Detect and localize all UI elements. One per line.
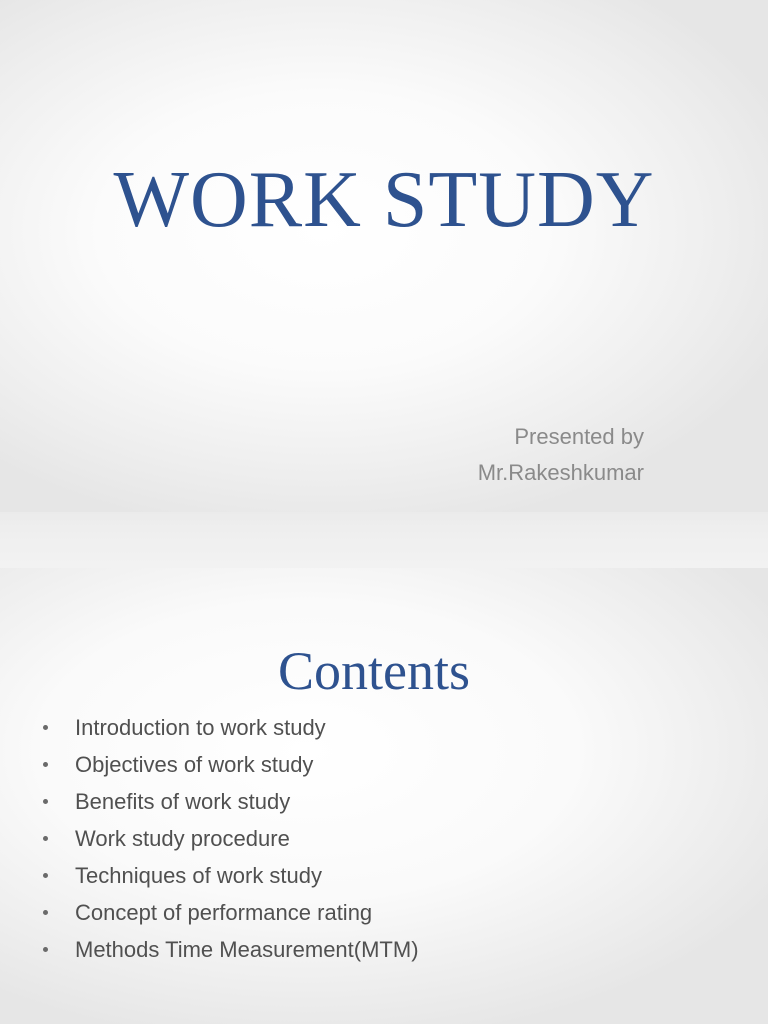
bullet-icon [43,725,48,730]
list-item [40,931,419,968]
list-item-label: Objectives of work study [75,752,314,777]
list-item [40,709,419,746]
bullet-icon [43,910,48,915]
bullet-icon [43,947,48,952]
list-item-label: Concept of performance rating [75,900,373,925]
list-item-label: Work study procedure [75,826,290,851]
bullet-icon [43,873,48,878]
list-item-label: Techniques of work study [75,863,323,888]
bullet-icon [43,762,48,767]
slide-2 [0,568,768,1024]
list-item-label: Benefits of work study [75,789,291,814]
bullet-icon [43,836,48,841]
contents-list [40,709,419,968]
presenter-name: Mr.Rakeshkumar [477,460,644,485]
list-item [40,746,419,783]
bullet-icon [43,799,48,804]
slide-title: WORK STUDY [113,156,655,244]
presented-by-label: Presented by [514,424,644,449]
list-item [40,820,419,857]
list-item [40,783,419,820]
list-item [40,894,419,931]
list-item [40,857,419,894]
contents-title: Contents [277,641,470,701]
list-item-label: Methods Time Measurement(MTM) [75,937,419,962]
list-item-label: Introduction to work study [75,715,326,740]
slide-gap [0,512,768,568]
